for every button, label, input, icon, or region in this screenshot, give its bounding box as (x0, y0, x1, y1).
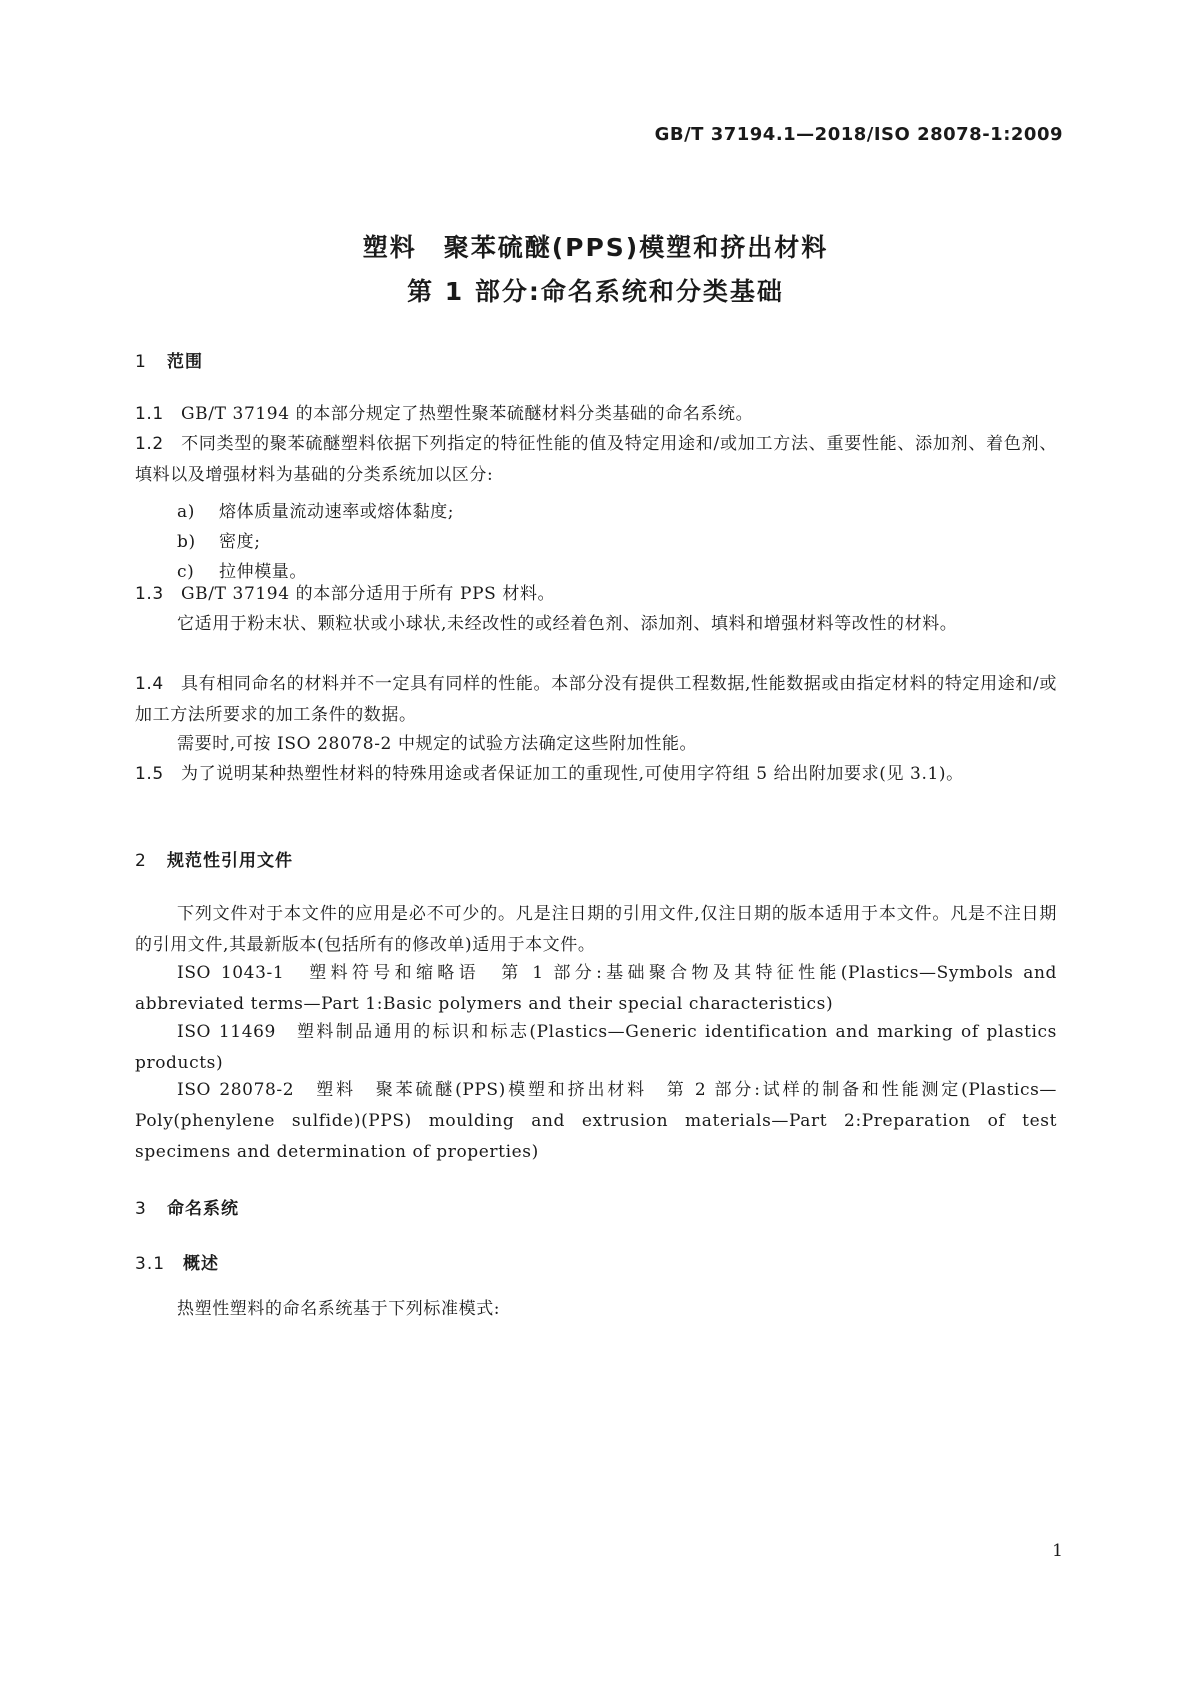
clause-text: GB/T 37194 的本部分规定了热塑性聚苯硫醚材料分类基础的命名系统。 (181, 404, 754, 424)
reference-item: ISO 1043-1 塑料符号和缩略语 第 1 部分:基础聚合物及其特征性能(Plastics—Symbols and abbreviated terms—Part 1:Basic polymers and their special characteristics) (135, 963, 1057, 1014)
references-intro: 下列文件对于本文件的应用是必不可少的。凡是注日期的引用文件,仅注日期的版本适用于本文件。凡是不注日期的引用文件,其最新版本(包括所有的修改单)适用于本文件。 (135, 904, 1057, 955)
clause-text: 不同类型的聚苯硫醚塑料依据下列指定的特征性能的值及特定用途和/或加工方法、重要性能、添加剂、着色剂、填料以及增强材料为基础的分类系统加以区分: (135, 434, 1057, 485)
section-3-1-heading (135, 1249, 219, 1274)
clause-number: 1.2 (135, 434, 164, 454)
list-text: 熔体质量流动速率或熔体黏度; (219, 502, 455, 522)
section-2-heading (135, 846, 293, 871)
section-title: 概述 (183, 1254, 219, 1274)
list-marker: b) (177, 532, 196, 552)
reference-item: ISO 28078-2 塑料 聚苯硫醚(PPS)模塑和挤出材料 第 2 部分:试样的制备和性能测定(Plastics—Poly(phenylene sulfide)(PPS) moulding and extrusion materials—Part 2:Preparation of test specimens and determination of properties) (135, 1080, 1057, 1162)
section-number: 2 (135, 851, 147, 871)
clause-1-1 (135, 399, 1057, 430)
list-text: 密度; (219, 532, 261, 552)
section-3-heading (135, 1194, 239, 1219)
clause-1-5 (135, 759, 1057, 790)
list-marker: c) (177, 562, 195, 582)
section-number: 1 (135, 352, 147, 372)
clause-1-4-paragraph: 需要时,可按 ISO 28078-2 中规定的试验方法确定这些附加性能。 (177, 734, 698, 754)
section-1-heading (135, 347, 203, 372)
reference-item: ISO 11469 塑料制品通用的标识和标志(Plastics—Generic identification and marking of plastics products) (135, 1022, 1057, 1073)
page-number: 1 (1052, 1541, 1063, 1561)
clause-number: 1.3 (135, 584, 164, 604)
section-title: 范围 (167, 352, 203, 372)
clause-text: 为了说明某种热塑性材料的特殊用途或者保证加工的重现性,可使用字符组 5 给出附加要求(见 3.1)。 (181, 764, 964, 784)
section-number: 3 (135, 1199, 147, 1219)
section-number: 3.1 (135, 1254, 166, 1274)
section-title: 命名系统 (167, 1199, 239, 1219)
clause-1-3-paragraph: 它适用于粉末状、颗粒状或小球状,未经改性的或经着色剂、添加剂、填料和增强材料等改性的材料。 (177, 614, 958, 634)
clause-1-4 (135, 669, 1057, 731)
standard-code: GB/T 37194.1—2018/ISO 28078-1:2009 (654, 124, 1063, 145)
clause-number: 1.5 (135, 764, 164, 784)
list-item (177, 527, 261, 552)
list-marker: a) (177, 502, 195, 522)
clause-1-2 (135, 429, 1057, 491)
clause-text: 具有相同命名的材料并不一定具有同样的性能。本部分没有提供工程数据,性能数据或由指定材料的特定用途和/或加工方法所要求的加工条件的数据。 (135, 674, 1057, 725)
clause-number: 1.4 (135, 674, 164, 694)
clause-text: GB/T 37194 的本部分适用于所有 PPS 材料。 (181, 584, 556, 604)
section-title: 规范性引用文件 (167, 851, 293, 871)
list-item (177, 497, 454, 522)
list-text: 拉伸模量。 (219, 562, 307, 582)
clause-number: 1.1 (135, 404, 164, 424)
overview-paragraph: 热塑性塑料的命名系统基于下列标准模式: (177, 1299, 501, 1319)
document-title-line1: 塑料 聚苯硫醚(PPS)模塑和挤出材料 (362, 233, 829, 262)
clause-1-3 (135, 579, 1057, 610)
document-title-line2: 第 1 部分:命名系统和分类基础 (407, 277, 784, 306)
